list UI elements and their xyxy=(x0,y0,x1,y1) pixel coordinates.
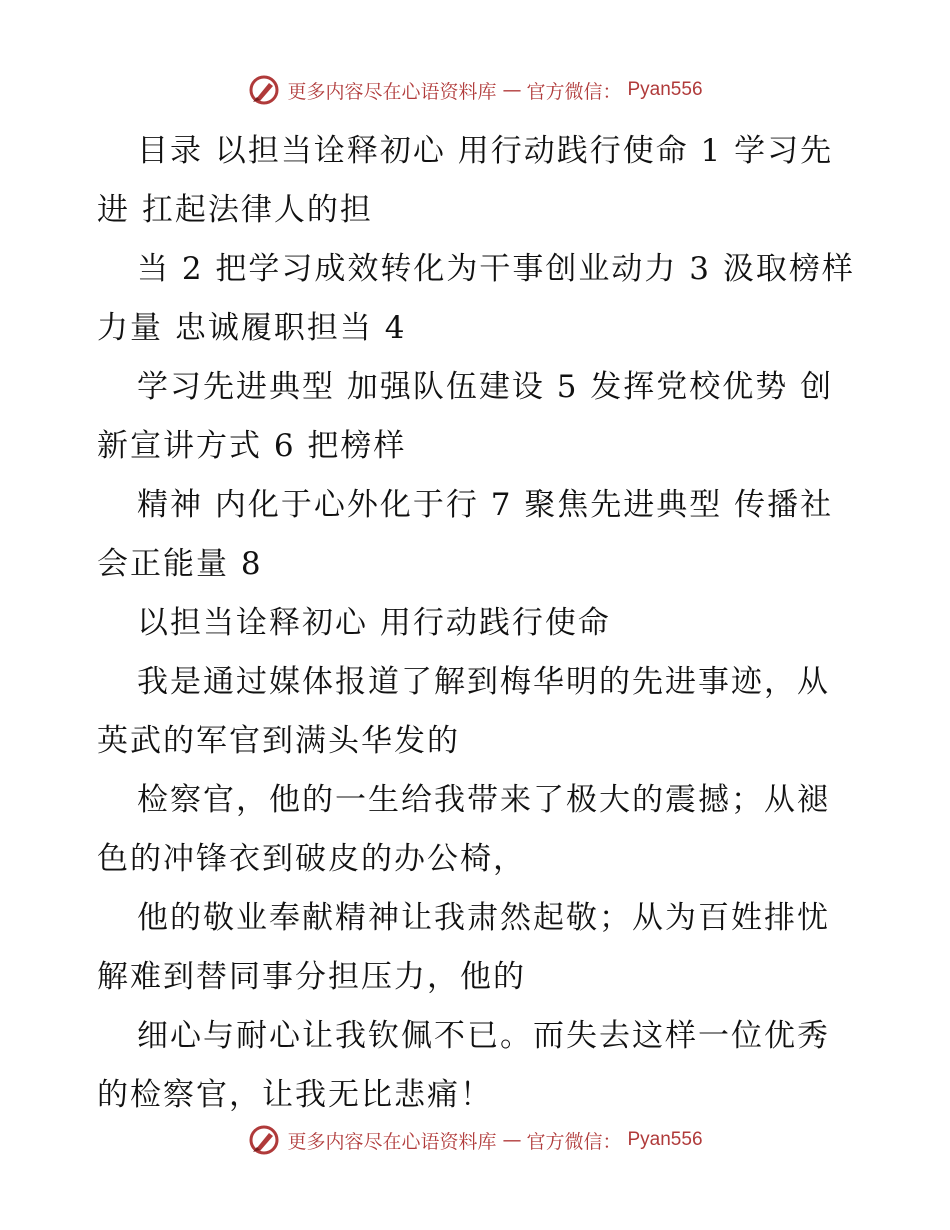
watermark-main-text: 更多内容尽在心语资料库 xyxy=(287,1130,497,1153)
watermark-separator: — xyxy=(502,79,521,101)
watermark-main-text: 更多内容尽在心语资料库 xyxy=(287,80,497,103)
watermark-header xyxy=(0,70,950,110)
pen-circle-logo-icon xyxy=(247,1123,281,1157)
paragraph: 精神 内化于心外化于行 7 聚焦先进典型 传播社会正能量 8 xyxy=(97,487,834,582)
paragraph: 检察官，他的一生给我带来了极大的震撼；从褪色的冲锋衣到破皮的办公椅， xyxy=(97,782,830,877)
watermark-separator: — xyxy=(502,1129,521,1151)
paragraph: 我是通过媒体报道了解到梅华明的先进事迹，从英武的军官到满头华发的 xyxy=(97,664,830,759)
watermark-footer xyxy=(0,1120,950,1160)
paragraph: 学习先进典型 加强队伍建设 5 发挥党校优势 创新宣讲方式 6 把榜样 xyxy=(97,369,834,464)
paragraph: 当 2 把学习成效转化为干事创业动力 3 汲取榜样力量 忠诚履职担当 4 xyxy=(97,251,855,346)
document-body xyxy=(97,122,857,1125)
watermark-contact-handle: Pyan556 xyxy=(627,1129,703,1150)
watermark-contact-handle: Pyan556 xyxy=(627,79,703,100)
paragraph: 他的敬业奉献精神让我肃然起敬；从为百姓排忧解难到替同事分担压力，他的 xyxy=(97,900,830,995)
paragraph: 细心与耐心让我钦佩不已。而失去这样一位优秀的检察官，让我无比悲痛！ xyxy=(97,1018,830,1113)
pen-circle-logo-icon xyxy=(247,73,281,107)
paragraph: 以担当诠释初心 用行动践行使命 xyxy=(137,605,611,641)
watermark-contact-label: 官方微信： xyxy=(526,80,622,103)
watermark-contact-label: 官方微信： xyxy=(526,1130,622,1153)
paragraph: 目录 以担当诠释初心 用行动践行使命 1 学习先进 扛起法律人的担 xyxy=(97,133,834,228)
